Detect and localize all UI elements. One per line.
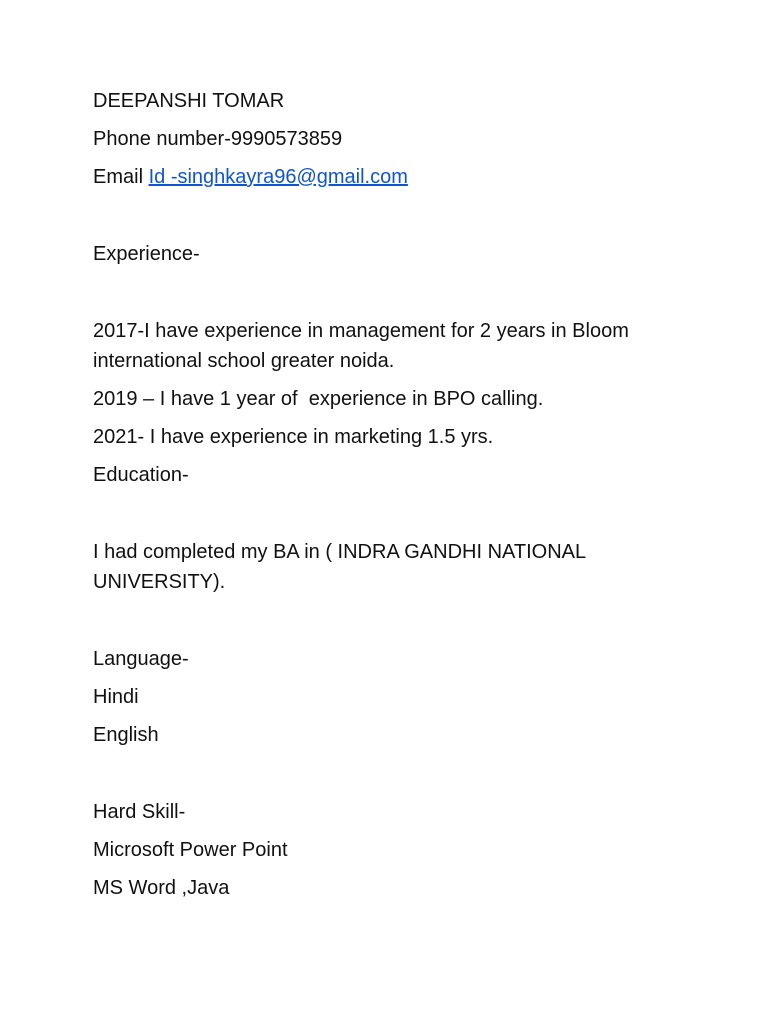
email-link[interactable]: Id -singhkayra96@gmail.com <box>148 166 408 188</box>
email-line <box>93 162 693 192</box>
language-item: Hindi <box>93 686 139 708</box>
education-text: I had completed my BA in ( INDRA GANDHI NATIONAL UNIVERSITY). <box>93 541 591 593</box>
hard-skill-item: MS Word ,Java <box>93 877 230 899</box>
education-heading: Education- <box>93 464 189 486</box>
email-label: Email <box>93 166 149 188</box>
experience-item: 2019 – I have 1 year of experience in BPO calling. <box>93 388 544 410</box>
phone-number: Phone number-9990573859 <box>93 128 343 150</box>
experience-heading: Experience- <box>93 243 200 265</box>
experience-item: 2021- I have experience in marketing 1.5 yrs. <box>93 426 494 448</box>
hard-skill-item: Microsoft Power Point <box>93 839 288 861</box>
resume-content <box>93 86 693 903</box>
language-heading: Language- <box>93 648 189 670</box>
hard-skill-heading: Hard Skill- <box>93 801 186 823</box>
language-item: English <box>93 724 159 746</box>
experience-item: 2017-I have experience in management for 2 years in Bloom international school greater noida. <box>93 320 635 372</box>
candidate-name: DEEPANSHI TOMAR <box>93 90 285 112</box>
